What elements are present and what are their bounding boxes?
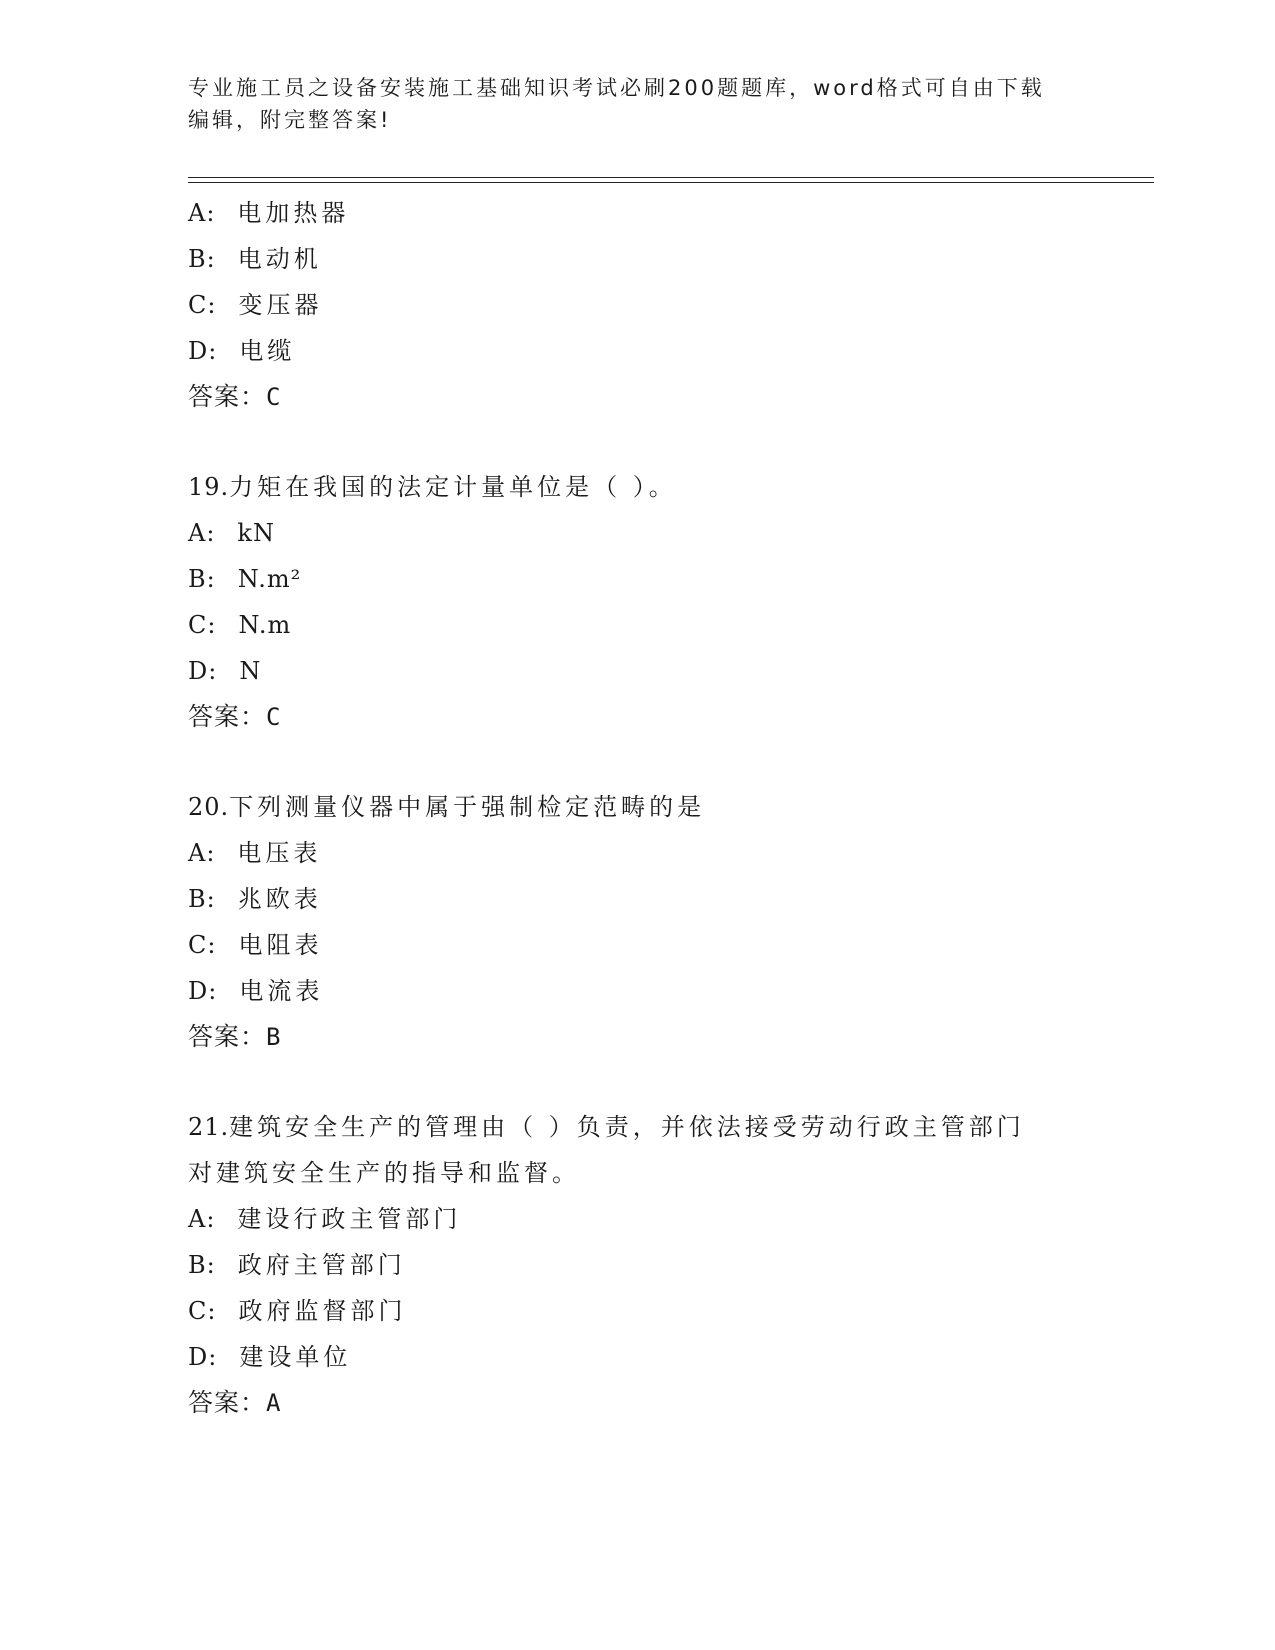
question-text: 建筑安全生产的管理由（ ）负责，并依法接受劳动行政主管部门 [229, 1113, 1025, 1141]
question-21-block [188, 1104, 1148, 1426]
header-title-line-2: 编辑，附完整答案! [188, 108, 392, 132]
header-title-line-1: 专业施工员之设备安装施工基础知识考试必刷200题题库，word格式可自由下载 [188, 76, 1045, 100]
question-19-block [188, 464, 1148, 740]
option-a [188, 1196, 1148, 1242]
option-text: N [239, 657, 262, 685]
answer-line [188, 374, 1148, 420]
header-divider-top [188, 177, 1154, 178]
option-d [188, 328, 1148, 374]
answer-label: 答案： [188, 382, 267, 411]
option-letter: B: [188, 1251, 216, 1279]
option-c [188, 1288, 1148, 1334]
option-letter: C: [188, 931, 217, 959]
answer-label: 答案： [188, 1022, 267, 1051]
question-text: 力矩在我国的法定计量单位是（ ）。 [229, 473, 677, 501]
option-d [188, 1334, 1148, 1380]
option-b [188, 556, 1148, 602]
option-c [188, 282, 1148, 328]
answer-value: B [266, 1023, 282, 1051]
option-text: 变压器 [238, 291, 323, 319]
answer-label: 答案： [188, 1388, 267, 1417]
option-letter: D: [188, 657, 218, 685]
question-stem [188, 784, 1068, 830]
answer-line [188, 694, 1148, 740]
answer-label: 答案： [188, 702, 267, 731]
option-text: 电压表 [237, 839, 322, 867]
option-text: 电阻表 [238, 931, 323, 959]
question-number: 19. [188, 473, 230, 501]
option-letter: C: [188, 611, 217, 639]
option-letter: B: [188, 245, 216, 273]
answer-line [188, 1380, 1148, 1426]
option-letter: D: [188, 977, 218, 1005]
header-divider-bottom [188, 182, 1154, 183]
question-20-block [188, 784, 1148, 1060]
question-number: 21. [188, 1113, 230, 1141]
option-letter: A: [188, 199, 216, 227]
option-text: 政府主管部门 [237, 1251, 406, 1279]
option-text: 兆欧表 [237, 885, 322, 913]
option-letter: B: [188, 885, 216, 913]
question-number: 20. [188, 793, 230, 821]
question-stem [188, 1104, 1068, 1150]
option-letter: B: [188, 565, 216, 593]
answer-line [188, 1014, 1148, 1060]
option-text: 建设行政主管部门 [237, 1205, 462, 1233]
question-stem [188, 464, 1068, 510]
option-text: N.m² [237, 565, 302, 593]
option-letter: A: [188, 839, 216, 867]
option-text: N.m [238, 611, 292, 639]
option-b [188, 236, 1148, 282]
question-18-block [188, 190, 1148, 420]
option-text: 政府监督部门 [238, 1297, 407, 1325]
option-text: 电流表 [239, 977, 324, 1005]
option-a [188, 510, 1148, 556]
question-content [188, 190, 1148, 1426]
question-text: 下列测量仪器中属于强制检定范畴的是 [229, 793, 706, 821]
option-a [188, 190, 1148, 236]
question-stem-continuation [188, 1150, 1148, 1196]
option-letter: C: [188, 291, 217, 319]
option-b [188, 1242, 1148, 1288]
answer-value: C [266, 383, 282, 411]
option-c [188, 922, 1148, 968]
option-text: 建设单位 [239, 1343, 352, 1371]
option-letter: A: [188, 1205, 216, 1233]
option-letter: D: [188, 337, 218, 365]
option-letter: A: [188, 519, 216, 547]
option-letter: C: [188, 1297, 217, 1325]
question-text: 对建筑安全生产的指导和监督。 [188, 1159, 580, 1187]
answer-value: C [266, 703, 282, 731]
option-c [188, 602, 1148, 648]
option-text: kN [237, 519, 275, 547]
option-text: 电缆 [239, 337, 296, 365]
document-header [188, 72, 1088, 136]
option-text: 电加热器 [237, 199, 350, 227]
option-d [188, 968, 1148, 1014]
option-d [188, 648, 1148, 694]
option-text: 电动机 [237, 245, 322, 273]
option-b [188, 876, 1148, 922]
option-letter: D: [188, 1343, 218, 1371]
answer-value: A [266, 1389, 282, 1417]
option-a [188, 830, 1148, 876]
